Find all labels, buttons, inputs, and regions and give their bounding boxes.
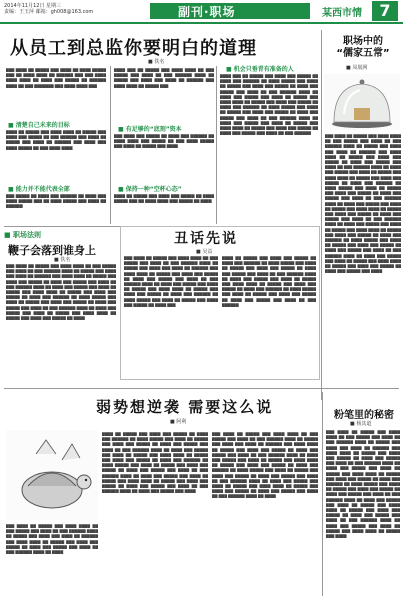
column-divider: [110, 66, 111, 224]
story3-text: ▇▇▇ ▇▇▇▇ ▇▇ ▇▇▇▇▇ ▇▇▇ ▇▇▇▇ ▇▇▇▇ ▇▇ ▇▇▇ ▇▇▇▇▇ ▇▇▇ ▇▇▇▇ ▇▇ ▇▇▇ ▇▇▇▇▇▇ ▇▇▇▇ ▇▇ ▇▇▇▇▇ ▇▇▇ ▇▇▇▇ ▇▇▇ ▇▇▇▇ ▇▇ ▇▇▇▇▇▇ ▇▇▇ ▇▇▇▇ ▇▇▇▇ ▇▇ ▇▇▇▇▇ ▇▇▇ ▇▇▇▇ ▇▇▇ ▇▇▇▇▇ ▇▇ ▇▇▇▇ ▇▇▇ ▇▇▇▇▇ ▇▇▇ ▇▇▇▇ ▇▇ ▇▇▇ ▇▇▇▇▇▇ ▇▇▇▇ ▇▇ ▇▇▇▇ ▇▇▇ ▇▇▇▇▇ ▇▇▇ ▇▇▇▇ ▇▇ ▇▇▇▇▇ ▇▇▇ ▇▇▇▇ ▇▇▇▇ ▇▇ ▇▇▇▇▇ ▇▇▇ ▇▇▇▇ ▇▇▇ ▇▇▇▇▇ ▇▇ ▇▇▇▇ ▇▇▇ ▇▇▇▇▇▇ ▇▇ ▇▇▇▇ ▇▇▇▇▇ ▇▇▇ ▇▇▇▇ ▇▇ ▇▇▇▇▇ ▇▇▇ ▇▇▇▇ ▇▇▇ ▇▇▇▇▇ ▇▇ ▇▇▇▇ ▇▇▇: [124, 256, 218, 307]
story4-text: ▇▇▇ ▇▇▇▇ ▇▇ ▇▇▇▇▇ ▇▇▇ ▇▇▇▇ ▇▇▇▇ ▇▇ ▇▇▇ ▇▇▇▇▇ ▇▇▇ ▇▇▇▇ ▇▇ ▇▇▇ ▇▇▇▇▇▇ ▇▇▇▇ ▇▇ ▇▇▇▇▇ ▇▇▇ ▇▇▇▇ ▇▇▇ ▇▇▇▇ ▇▇ ▇▇▇▇▇▇ ▇▇▇ ▇▇▇▇ ▇▇▇▇ ▇▇ ▇▇▇▇▇ ▇▇▇ ▇▇▇▇ ▇▇▇ ▇▇▇▇▇ ▇▇ ▇▇▇▇ ▇▇▇ ▇▇▇▇▇ ▇▇▇ ▇▇▇▇ ▇▇ ▇▇▇ ▇▇▇▇▇▇ ▇▇▇▇ ▇▇ ▇▇▇▇: [6, 524, 98, 555]
right-story-title-line2: “儒家五常”: [336, 48, 390, 59]
story3-byline: ■ 吴益: [196, 249, 213, 255]
story5-text: ▇▇▇ ▇▇▇▇ ▇▇ ▇▇▇▇▇ ▇▇▇ ▇▇▇▇ ▇▇▇▇ ▇▇ ▇▇▇ ▇▇▇▇▇ ▇▇▇ ▇▇▇▇ ▇▇ ▇▇▇ ▇▇▇▇▇▇ ▇▇▇▇ ▇▇ ▇▇▇▇▇ ▇▇▇ ▇▇▇▇ ▇▇▇ ▇▇▇▇ ▇▇ ▇▇▇▇▇▇ ▇▇▇ ▇▇▇▇ ▇▇▇▇ ▇▇ ▇▇▇▇▇ ▇▇▇ ▇▇▇▇ ▇▇▇ ▇▇▇▇▇ ▇▇ ▇▇▇▇ ▇▇▇ ▇▇▇▇▇ ▇▇▇ ▇▇▇▇ ▇▇ ▇▇▇ ▇▇▇▇▇▇ ▇▇▇▇ ▇▇ ▇▇▇▇ ▇▇▇ ▇▇▇▇▇ ▇▇▇ ▇▇▇▇ ▇▇ ▇▇▇▇▇ ▇▇▇ ▇▇▇▇ ▇▇▇▇ ▇▇ ▇▇▇▇▇ ▇▇▇ ▇▇▇▇ ▇▇▇ ▇▇▇▇▇ ▇▇ ▇▇▇▇ ▇▇▇ ▇▇▇▇▇▇ ▇▇ ▇▇▇▇ ▇▇▇▇▇ ▇▇▇ ▇▇▇▇ ▇▇ ▇▇▇▇▇ ▇▇▇ ▇▇▇▇ ▇▇▇ ▇▇▇▇▇ ▇▇ ▇▇▇▇ ▇▇▇ ▇▇▇▇▇ ▇▇▇ ▇▇▇▇ ▇▇ ▇▇▇ ▇▇▇▇▇▇ ▇▇▇▇ ▇▇ ▇▇▇▇ ▇▇▇ ▇▇▇▇▇ ▇▇▇ ▇▇▇▇ ▇▇ ▇▇▇▇▇ ▇▇▇ ▇▇▇▇ ▇▇▇▇ ▇▇ ▇▇▇▇▇ ▇▇▇ ▇▇▇▇ ▇▇▇ ▇▇▇▇▇ ▇▇ ▇▇▇▇ ▇▇▇ ▇▇▇▇▇ ▇▇▇ ▇▇▇▇ ▇▇ ▇▇▇ ▇▇▇▇▇▇ ▇▇▇▇ ▇▇ ▇▇▇▇ ▇▇▇ ▇▇▇▇▇ ▇▇▇ ▇▇▇▇ ▇▇ ▇▇▇▇▇ ▇▇▇ ▇▇▇▇ ▇▇▇▇ ▇▇ ▇▇▇▇▇ ▇▇▇ ▇▇▇▇: [326, 430, 400, 539]
story1-text-block: ▇▇▇▇ ▇▇▇ ▇▇ ▇▇▇▇▇ ▇▇▇ ▇▇▇▇ ▇▇▇ ▇▇▇▇▇ ▇▇ ▇▇▇▇ ▇▇▇ ▇▇▇▇▇▇ ▇▇ ▇▇▇▇ ▇▇▇▇▇ ▇▇▇ ▇▇▇▇ ▇▇ ▇▇▇▇▇ ▇▇▇ ▇▇▇▇ ▇▇▇ ▇▇▇▇▇ ▇▇ ▇▇▇▇ ▇▇▇ ▇▇▇▇▇ ▇▇▇ ▇▇▇▇ ▇▇ ▇▇▇ ▇▇▇▇▇▇ ▇▇▇▇ ▇▇ ▇▇▇▇ ▇▇▇ ▇▇▇▇▇ ▇▇▇ ▇▇▇▇ ▇▇ ▇▇▇▇▇ ▇▇▇ ▇▇▇▇ ▇▇▇▇ ▇▇ ▇▇▇▇▇ ▇▇▇ ▇▇▇▇ ▇▇▇ ▇▇▇▇▇ ▇▇ ▇▇▇▇ ▇▇▇ ▇▇▇▇▇▇ ▇▇ ▇▇▇▇ ▇▇▇▇▇ ▇▇▇ ▇▇▇▇ ▇▇ ▇▇▇▇▇ ▇▇▇ ▇▇▇▇ ▇▇▇ ▇▇▇▇▇ ▇▇ ▇▇▇▇ ▇▇▇ ▇▇▇▇▇ ▇▇▇ ▇▇▇▇ ▇▇ ▇▇▇ ▇▇▇▇▇▇ ▇▇▇▇ ▇▇ ▇▇▇▇ ▇▇▇ ▇▇▇▇▇ ▇▇▇ ▇▇▇▇ ▇▇ ▇▇▇▇▇ ▇▇▇ ▇▇▇▇ ▇▇▇▇ ▇▇ ▇▇▇▇▇ ▇▇▇ ▇▇▇▇ ▇▇▇ ▇▇▇▇▇ ▇▇ ▇▇▇▇ ▇▇▇ ▇▇▇▇▇ ▇▇▇ ▇▇▇▇ ▇▇ ▇▇▇ ▇▇▇▇▇▇: [220, 74, 318, 136]
story1-text-block: ▇▇▇▇ ▇▇▇ ▇▇ ▇▇▇▇▇ ▇▇▇ ▇▇▇▇ ▇▇▇▇ ▇▇ ▇▇▇ ▇▇▇▇▇ ▇▇▇ ▇▇▇▇ ▇▇ ▇▇▇ ▇▇▇▇▇▇ ▇▇▇▇ ▇▇ ▇▇▇▇▇ ▇▇▇ ▇▇▇▇ ▇▇▇ ▇▇▇▇ ▇▇ ▇▇▇▇▇▇ ▇▇▇ ▇▇▇▇ ▇▇▇▇ ▇▇ ▇▇▇▇▇ ▇▇▇: [114, 68, 214, 88]
header-rule: [0, 22, 403, 24]
bell-jar-illustration: [324, 74, 400, 130]
paper-section-name: 某西市情: [322, 8, 362, 19]
story3-title: 丑话先说: [174, 231, 238, 247]
story1-byline: ■ 佚名: [148, 59, 165, 65]
right-story-title: [324, 36, 402, 60]
story1-title: 从员工到总监你要明白的道理: [10, 38, 257, 59]
story1-text-block: ▇▇▇ ▇▇▇▇▇ ▇▇ ▇▇▇▇ ▇▇▇ ▇▇▇▇▇▇ ▇▇ ▇▇▇▇ ▇▇▇ ▇▇▇▇ ▇▇▇▇▇ ▇▇▇ ▇▇ ▇▇▇▇ ▇▇▇▇▇ ▇▇▇ ▇▇▇▇ ▇▇ ▇▇▇▇▇▇: [6, 194, 106, 209]
section-divider: [4, 388, 399, 389]
section-tag: ■ 职场法则: [4, 231, 42, 239]
right-story-title-line1: 职场中的: [343, 36, 383, 47]
story2-byline: ■ 佚名: [54, 257, 71, 263]
story1-text-block: ▇▇▇ ▇▇▇▇ ▇▇ ▇▇▇▇▇ ▇▇▇ ▇▇▇▇ ▇▇ ▇▇▇▇ ▇▇▇▇▇ ▇▇▇ ▇▇ ▇▇▇▇ ▇▇▇▇ ▇▇ ▇▇▇▇▇▇ ▇▇▇ ▇▇▇ ▇▇▇▇ ▇▇▇▇ ▇▇▇▇ ▇▇ ▇▇▇▇ ▇▇▇ ▇▇▇▇▇ ▇▇ ▇▇▇▇▇▇ ▇▇▇▇ ▇▇ ▇▇▇ ▇▇▇▇▇▇▇ ▇▇▇ ▇▇▇▇ ▇▇▇▇ ▇▇▇: [6, 68, 106, 88]
story1-text-block: ▇▇▇▇ ▇▇ ▇▇▇▇▇ ▇▇▇ ▇▇▇▇ ▇▇▇ ▇▇▇▇▇ ▇▇ ▇▇▇▇ ▇▇▇▇▇ ▇▇▇ ▇▇ ▇▇▇▇ ▇▇▇▇ ▇▇▇ ▇▇▇▇▇ ▇▇ ▇▇▇▇: [114, 194, 214, 204]
bell-jar-icon: [324, 74, 400, 130]
story4-title: 弱势想逆袭 需要这么说: [96, 398, 274, 416]
story5-byline: ■ 杨其道: [350, 421, 372, 427]
story1-text-block: ▇▇▇ ▇▇▇▇ ▇▇▇ ▇▇▇▇▇ ▇▇ ▇▇▇▇ ▇▇▇ ▇▇▇▇▇▇ ▇▇ ▇▇▇▇ ▇▇▇▇ ▇▇▇ ▇▇▇▇▇ ▇▇ ▇▇▇ ▇▇▇▇ ▇▇▇▇▇ ▇▇▇ ▇▇▇▇ ▇▇ ▇▇▇▇▇ ▇▇▇ ▇▇▇▇: [114, 134, 214, 149]
story1-subhead: ■ 清楚自己未来的目标: [8, 122, 70, 129]
story1-subhead: ■ 保持一种“空杯心态”: [118, 186, 182, 193]
page-number: 7: [372, 1, 398, 21]
column-divider: [321, 30, 322, 400]
story2-text: ▇▇▇ ▇▇▇▇ ▇▇ ▇▇▇▇▇ ▇▇▇ ▇▇▇▇ ▇▇▇▇ ▇▇ ▇▇▇ ▇▇▇▇▇ ▇▇▇ ▇▇▇▇ ▇▇ ▇▇▇ ▇▇▇▇▇▇ ▇▇▇▇ ▇▇ ▇▇▇▇▇ ▇▇▇ ▇▇▇▇ ▇▇▇ ▇▇▇▇ ▇▇ ▇▇▇▇▇▇ ▇▇▇ ▇▇▇▇ ▇▇▇▇ ▇▇ ▇▇▇▇▇ ▇▇▇ ▇▇▇▇ ▇▇▇ ▇▇▇▇▇ ▇▇ ▇▇▇▇ ▇▇▇ ▇▇▇▇▇ ▇▇▇ ▇▇▇▇ ▇▇ ▇▇▇ ▇▇▇▇▇▇ ▇▇▇▇ ▇▇ ▇▇▇▇ ▇▇▇ ▇▇▇▇▇ ▇▇▇ ▇▇▇▇ ▇▇ ▇▇▇▇▇ ▇▇▇ ▇▇▇▇ ▇▇▇▇ ▇▇ ▇▇▇▇▇ ▇▇▇ ▇▇▇▇ ▇▇▇ ▇▇▇▇▇ ▇▇ ▇▇▇▇ ▇▇▇ ▇▇▇▇▇▇ ▇▇ ▇▇▇▇ ▇▇▇▇▇ ▇▇▇ ▇▇▇▇ ▇▇ ▇▇▇▇▇ ▇▇▇ ▇▇▇▇ ▇▇▇ ▇▇▇▇▇ ▇▇ ▇▇▇▇ ▇▇▇ ▇▇▇▇▇ ▇▇▇ ▇▇▇▇ ▇▇ ▇▇▇ ▇▇▇▇▇▇ ▇▇▇▇ ▇▇ ▇▇▇▇ ▇▇▇ ▇▇▇▇▇ ▇▇▇ ▇▇▇▇ ▇▇ ▇▇▇▇▇ ▇▇▇ ▇▇▇▇ ▇▇▇▇ ▇▇ ▇▇▇▇▇ ▇▇▇ ▇▇▇▇ ▇▇▇ ▇▇▇▇▇ ▇▇ ▇▇▇▇: [6, 264, 116, 321]
story1-text-block: ▇▇▇▇ ▇▇ ▇▇▇▇▇ ▇▇▇ ▇▇▇▇ ▇▇▇▇ ▇▇ ▇▇▇▇▇ ▇▇▇ ▇▇▇▇ ▇▇▇ ▇▇▇▇▇ ▇▇ ▇▇▇ ▇▇▇▇▇▇ ▇▇▇ ▇▇▇▇ ▇▇ ▇▇▇▇▇ ▇▇▇ ▇▇▇▇ ▇▇ ▇▇▇▇▇▇ ▇▇▇ ▇▇▇▇ ▇▇▇ ▇▇▇▇ ▇▇▇▇▇ ▇▇ ▇▇▇ ▇▇▇▇ ▇▇▇▇: [6, 130, 106, 150]
story4-text: ▇▇▇ ▇▇▇▇ ▇▇ ▇▇▇▇▇ ▇▇▇ ▇▇▇▇ ▇▇▇▇ ▇▇ ▇▇▇ ▇▇▇▇▇ ▇▇▇ ▇▇▇▇ ▇▇ ▇▇▇ ▇▇▇▇▇▇ ▇▇▇▇ ▇▇ ▇▇▇▇▇ ▇▇▇ ▇▇▇▇ ▇▇▇ ▇▇▇▇ ▇▇ ▇▇▇▇▇▇ ▇▇▇ ▇▇▇▇ ▇▇▇▇ ▇▇ ▇▇▇▇▇ ▇▇▇ ▇▇▇▇ ▇▇▇ ▇▇▇▇▇ ▇▇ ▇▇▇▇ ▇▇▇ ▇▇▇▇▇ ▇▇▇ ▇▇▇▇ ▇▇ ▇▇▇ ▇▇▇▇▇▇ ▇▇▇▇ ▇▇ ▇▇▇▇ ▇▇▇ ▇▇▇▇▇ ▇▇▇ ▇▇▇▇ ▇▇ ▇▇▇▇▇ ▇▇▇ ▇▇▇▇ ▇▇▇▇ ▇▇ ▇▇▇▇▇ ▇▇▇ ▇▇▇▇ ▇▇▇ ▇▇▇▇▇ ▇▇ ▇▇▇▇ ▇▇▇ ▇▇▇▇▇▇ ▇▇ ▇▇▇▇ ▇▇▇▇▇ ▇▇▇ ▇▇▇▇ ▇▇ ▇▇▇▇▇ ▇▇▇ ▇▇▇▇ ▇▇▇ ▇▇▇▇▇ ▇▇ ▇▇▇▇ ▇▇▇ ▇▇▇▇▇ ▇▇▇ ▇▇▇▇ ▇▇ ▇▇▇ ▇▇▇▇▇▇ ▇▇▇▇ ▇▇ ▇▇▇▇ ▇▇▇ ▇▇▇▇▇ ▇▇▇ ▇▇▇▇ ▇▇ ▇▇▇▇▇ ▇▇▇ ▇▇▇▇ ▇▇▇▇ ▇▇ ▇▇▇▇▇ ▇▇▇ ▇▇▇▇ ▇▇▇ ▇▇▇▇▇ ▇▇ ▇▇▇▇ ▇▇▇ ▇▇▇▇▇ ▇▇▇ ▇▇▇▇ ▇▇ ▇▇▇ ▇▇▇▇▇▇ ▇▇▇▇ ▇▇ ▇▇▇▇: [212, 432, 318, 499]
right-story-text: ▇▇▇ ▇▇▇▇ ▇▇ ▇▇▇▇▇ ▇▇▇ ▇▇▇▇ ▇▇▇▇ ▇▇ ▇▇▇ ▇▇▇▇▇ ▇▇▇ ▇▇▇▇ ▇▇ ▇▇▇ ▇▇▇▇▇▇ ▇▇▇▇ ▇▇ ▇▇▇▇▇ ▇▇▇ ▇▇▇▇ ▇▇▇ ▇▇▇▇ ▇▇ ▇▇▇▇▇▇ ▇▇▇ ▇▇▇▇ ▇▇▇▇ ▇▇ ▇▇▇▇▇ ▇▇▇ ▇▇▇▇ ▇▇▇ ▇▇▇▇▇ ▇▇ ▇▇▇▇ ▇▇▇ ▇▇▇▇▇ ▇▇▇ ▇▇▇▇ ▇▇ ▇▇▇ ▇▇▇▇▇▇ ▇▇▇▇ ▇▇ ▇▇▇▇ ▇▇▇ ▇▇▇▇▇ ▇▇▇ ▇▇▇▇ ▇▇ ▇▇▇▇▇ ▇▇▇ ▇▇▇▇ ▇▇▇▇ ▇▇ ▇▇▇▇▇ ▇▇▇ ▇▇▇▇ ▇▇▇ ▇▇▇▇▇ ▇▇ ▇▇▇▇ ▇▇▇ ▇▇▇▇▇▇ ▇▇ ▇▇▇▇ ▇▇▇▇▇ ▇▇▇ ▇▇▇▇ ▇▇ ▇▇▇▇▇ ▇▇▇ ▇▇▇▇ ▇▇▇ ▇▇▇▇▇ ▇▇ ▇▇▇▇ ▇▇▇ ▇▇▇▇▇ ▇▇▇ ▇▇▇▇ ▇▇ ▇▇▇ ▇▇▇▇▇▇ ▇▇▇▇ ▇▇ ▇▇▇▇ ▇▇▇ ▇▇▇▇▇ ▇▇▇ ▇▇▇▇ ▇▇ ▇▇▇▇▇ ▇▇▇ ▇▇▇▇ ▇▇▇▇ ▇▇ ▇▇▇▇▇ ▇▇▇ ▇▇▇▇ ▇▇▇ ▇▇▇▇▇ ▇▇ ▇▇▇▇ ▇▇▇ ▇▇▇▇▇ ▇▇▇ ▇▇▇▇ ▇▇ ▇▇▇ ▇▇▇▇▇▇ ▇▇▇▇ ▇▇ ▇▇▇▇ ▇▇▇ ▇▇▇▇▇ ▇▇▇ ▇▇▇▇ ▇▇ ▇▇▇▇▇ ▇▇▇ ▇▇▇▇ ▇▇▇▇ ▇▇ ▇▇▇▇▇ ▇▇▇ ▇▇▇▇ ▇▇▇ ▇▇▇▇▇ ▇▇ ▇▇▇▇ ▇▇▇ ▇▇▇▇▇▇ ▇▇ ▇▇▇▇ ▇▇▇▇▇ ▇▇▇ ▇▇▇▇ ▇▇ ▇▇▇▇▇ ▇▇▇ ▇▇▇▇ ▇▇▇ ▇▇▇▇▇ ▇▇ ▇▇▇▇ ▇▇▇ ▇▇▇▇▇ ▇▇▇ ▇▇▇▇ ▇▇ ▇▇▇ ▇▇▇▇▇▇ ▇▇▇▇ ▇▇ ▇▇▇▇ ▇▇▇ ▇▇▇▇▇ ▇▇▇ ▇▇▇▇ ▇▇ ▇▇▇▇▇ ▇▇▇ ▇▇▇▇ ▇▇▇▇ ▇▇ ▇▇▇▇▇ ▇▇▇ ▇▇▇▇ ▇▇▇ ▇▇▇▇▇ ▇▇ ▇▇▇▇ ▇▇▇ ▇▇▇▇▇ ▇▇▇ ▇▇▇▇: [325, 134, 401, 274]
supplement-title: 副刊·职场: [178, 5, 236, 19]
story1-subhead: ■ 有足够的“底刻”资本: [118, 126, 182, 133]
story5-title: 粉笔里的秘密: [334, 410, 394, 421]
story1-subhead: ■ 能力并不能代表全部: [8, 186, 70, 193]
cartoon-illustration: [6, 430, 98, 520]
story3-text: ▇▇▇▇ ▇▇ ▇▇▇▇▇ ▇▇▇ ▇▇▇▇ ▇▇▇ ▇▇▇▇▇ ▇▇ ▇▇▇▇ ▇▇▇ ▇▇▇▇▇▇ ▇▇ ▇▇▇▇ ▇▇▇▇▇ ▇▇▇ ▇▇▇▇ ▇▇ ▇▇▇▇▇ ▇▇▇ ▇▇▇▇ ▇▇▇ ▇▇▇▇▇ ▇▇ ▇▇▇▇ ▇▇▇ ▇▇▇▇▇ ▇▇▇ ▇▇▇▇ ▇▇ ▇▇▇ ▇▇▇▇▇▇ ▇▇▇▇ ▇▇ ▇▇▇▇ ▇▇▇ ▇▇▇▇▇ ▇▇▇ ▇▇▇▇ ▇▇ ▇▇▇▇▇ ▇▇▇ ▇▇▇▇ ▇▇▇▇ ▇▇ ▇▇▇▇▇ ▇▇▇ ▇▇▇▇ ▇▇▇ ▇▇▇▇▇ ▇▇ ▇▇▇▇ ▇▇▇ ▇▇▇▇▇▇ ▇▇ ▇▇▇▇ ▇▇▇▇▇ ▇▇▇ ▇▇▇▇ ▇▇ ▇▇▇▇▇ ▇▇▇ ▇▇▇▇ ▇▇▇ ▇▇▇▇▇ ▇▇ ▇▇▇▇ ▇▇▇ ▇▇▇▇▇ ▇▇▇ ▇▇▇▇ ▇▇ ▇▇▇ ▇▇▇▇▇▇: [222, 256, 316, 307]
right-story-byline: ■ 凤凰网: [346, 65, 368, 71]
story4-text: ▇▇▇▇ ▇▇ ▇▇▇▇▇ ▇▇▇ ▇▇▇▇ ▇▇▇ ▇▇▇▇▇ ▇▇ ▇▇▇▇ ▇▇▇ ▇▇▇▇▇▇ ▇▇ ▇▇▇▇ ▇▇▇▇▇ ▇▇▇ ▇▇▇▇ ▇▇ ▇▇▇▇▇ ▇▇▇ ▇▇▇▇ ▇▇▇ ▇▇▇▇▇ ▇▇ ▇▇▇▇ ▇▇▇ ▇▇▇▇▇ ▇▇▇ ▇▇▇▇ ▇▇ ▇▇▇ ▇▇▇▇▇▇ ▇▇▇▇ ▇▇ ▇▇▇▇ ▇▇▇ ▇▇▇▇▇ ▇▇▇ ▇▇▇▇ ▇▇ ▇▇▇▇▇ ▇▇▇ ▇▇▇▇ ▇▇▇▇ ▇▇ ▇▇▇▇▇ ▇▇▇ ▇▇▇▇ ▇▇▇ ▇▇▇▇▇ ▇▇ ▇▇▇▇ ▇▇▇ ▇▇▇▇▇▇ ▇▇ ▇▇▇▇ ▇▇▇▇▇ ▇▇▇ ▇▇▇▇ ▇▇ ▇▇▇▇▇ ▇▇▇ ▇▇▇▇ ▇▇▇ ▇▇▇▇▇ ▇▇ ▇▇▇▇ ▇▇▇ ▇▇▇▇▇ ▇▇▇ ▇▇▇▇ ▇▇ ▇▇▇ ▇▇▇▇▇▇ ▇▇▇▇ ▇▇ ▇▇▇▇ ▇▇▇ ▇▇▇▇▇ ▇▇▇ ▇▇▇▇ ▇▇ ▇▇▇▇▇ ▇▇▇ ▇▇▇▇ ▇▇▇▇ ▇▇ ▇▇▇▇▇ ▇▇▇ ▇▇▇▇ ▇▇▇ ▇▇▇▇▇ ▇▇ ▇▇▇▇ ▇▇▇ ▇▇▇▇▇ ▇▇▇ ▇▇▇▇ ▇▇ ▇▇▇ ▇▇▇▇▇▇ ▇▇▇▇ ▇▇ ▇▇▇▇ ▇▇▇ ▇▇▇▇▇ ▇▇▇ ▇▇▇▇: [102, 432, 208, 494]
column-divider: [322, 392, 323, 596]
tortoise-cartoon-icon: [6, 430, 98, 520]
story1-subhead: ■ 机会只垂青有准备的人: [226, 66, 294, 73]
column-divider: [216, 66, 217, 224]
editor-contact: 责编：王玉萍 邮箱：gh008@163.com: [4, 9, 94, 15]
story4-byline: ■ 阿利: [170, 419, 187, 425]
page-header: [0, 0, 403, 22]
issue-meta: [4, 3, 93, 15]
story2-title: 鞭子会落到谁身上: [8, 244, 96, 257]
issue-date: 2014年11月12日 星期三: [4, 3, 62, 9]
